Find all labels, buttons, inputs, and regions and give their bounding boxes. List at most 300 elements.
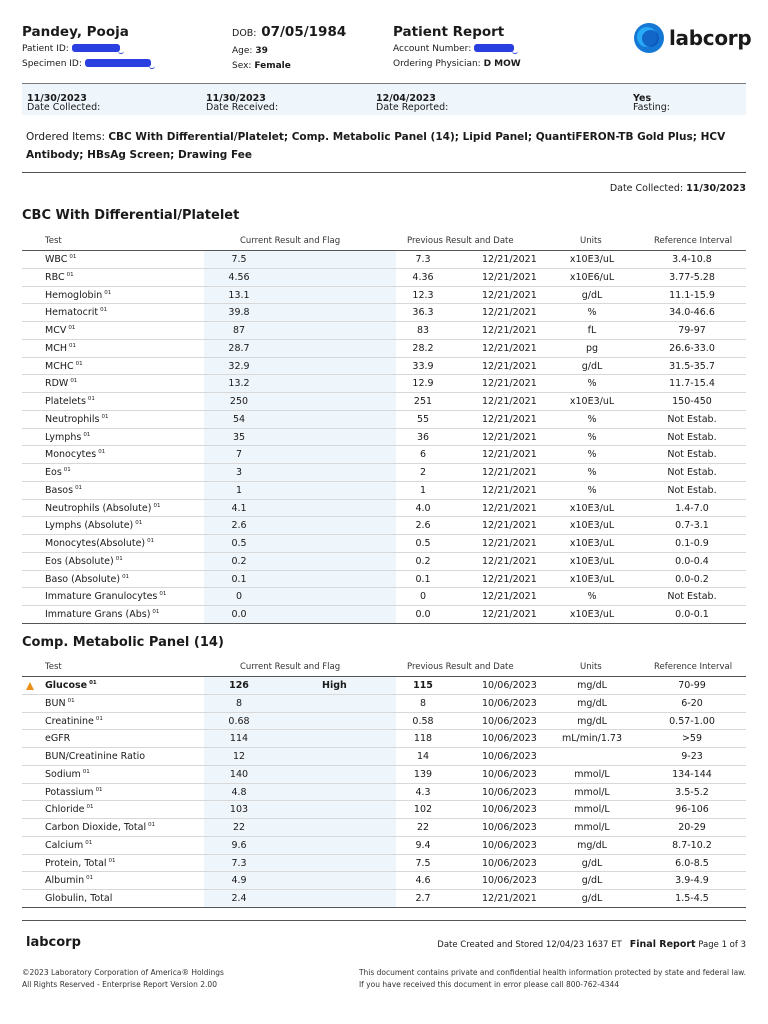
current-result: 35 — [232, 431, 246, 443]
test-footnote: 01 — [68, 325, 76, 331]
previous-result: 118 — [413, 733, 433, 745]
units: mmol/L — [574, 768, 610, 780]
previous-result: 4.36 — [412, 271, 434, 283]
current-result: 4.9 — [231, 875, 247, 887]
previous-date: 12/21/2021 — [482, 378, 537, 390]
reference-interval: 31.5-35.7 — [669, 360, 715, 372]
section-date-collected-label: Date Collected: — [609, 183, 684, 194]
table-row — [22, 321, 746, 339]
redacted-specimen-id — [85, 59, 151, 67]
table-row — [22, 800, 746, 818]
ordering-physician-value: D MOW — [483, 59, 521, 69]
reference-interval: 96-106 — [675, 804, 709, 816]
test-name — [45, 503, 160, 514]
test-name-text: Baso (Absolute) — [45, 573, 121, 585]
reference-interval: 34.0-46.6 — [669, 307, 715, 319]
fasting — [633, 93, 670, 113]
test-footnote: 01 — [83, 431, 91, 438]
previous-date: 12/21/2021 — [482, 484, 537, 496]
copyright-line-2: All Rights Reserved - Enterprise Report Version 2.00 — [22, 980, 217, 989]
test-name — [45, 591, 166, 602]
reference-interval: 3.4-10.8 — [672, 254, 712, 265]
current-result: 13.1 — [228, 289, 250, 301]
units: mmol/L — [574, 822, 610, 833]
age-row — [232, 44, 392, 59]
previous-date: 12/21/2021 — [482, 413, 537, 425]
test-name-text: Immature Grans (Abs) — [45, 609, 151, 621]
test-name — [45, 396, 95, 407]
test-footnote: 01 — [89, 680, 97, 686]
reference-interval: Not Estab. — [667, 413, 717, 425]
test-footnote: 01 — [75, 484, 83, 491]
previous-date: 12/21/2021 — [482, 325, 537, 336]
age-value: 39 — [255, 46, 268, 56]
ordered-items-list: CBC With Differential/Platelet; Comp. Metabolic Panel (14); Lipid Panel; QuantiFERON-TB Gold Plus; HCV Antibody; HBsAg Screen; Drawing Fee — [26, 131, 726, 161]
test-name-text: Hematocrit — [45, 307, 99, 319]
test-name — [45, 556, 123, 567]
date-received-label: Date Received: — [206, 102, 279, 113]
test-name-text: MCHC — [45, 360, 74, 372]
previous-date: 12/21/2021 — [482, 307, 537, 319]
test-name — [45, 875, 93, 886]
table-row — [22, 854, 746, 872]
previous-result: 14 — [416, 751, 430, 762]
reference-interval: 0.0-0.2 — [675, 573, 709, 585]
previous-result: 36 — [416, 431, 430, 443]
current-result: 4.8 — [231, 786, 247, 798]
units: % — [587, 591, 597, 603]
current-result: 0.2 — [231, 555, 247, 567]
table-row — [22, 765, 746, 783]
test-footnote: 01 — [82, 768, 90, 775]
test-name — [45, 520, 142, 531]
units: x10E3/uL — [569, 609, 615, 620]
previous-result: 4.6 — [415, 875, 431, 887]
previous-result: 0 — [419, 591, 427, 603]
previous-result: 33.9 — [412, 360, 434, 372]
divider — [22, 172, 746, 173]
current-result: 0.1 — [231, 573, 247, 585]
ordering-physician-label: Ordering Physician: — [393, 59, 481, 69]
test-footnote: 01 — [104, 289, 112, 296]
section-date-collected-value: 11/30/2023 — [686, 183, 746, 194]
reference-interval: 1.5-4.5 — [675, 893, 709, 904]
table-row — [22, 889, 746, 907]
test-name-text: MCV — [45, 325, 67, 337]
redacted-patient-id — [72, 44, 120, 52]
test-name-text: Neutrophils (Absolute) — [45, 502, 152, 514]
test-name — [45, 361, 83, 372]
previous-result: 2.7 — [415, 893, 431, 904]
units: fL — [587, 325, 597, 336]
test-footnote: 01 — [86, 804, 94, 811]
current-result: 28.7 — [228, 342, 250, 354]
previous-date: 12/21/2021 — [482, 467, 537, 478]
section-date-collected — [610, 183, 746, 194]
table-row — [22, 694, 746, 712]
table-bottom-rule — [22, 907, 746, 908]
test-name — [45, 751, 145, 762]
age-label: Age: — [232, 46, 253, 56]
account-number-label: Account Number: — [393, 44, 472, 54]
units: mg/dL — [577, 839, 607, 851]
test-name-text: Lymphs (Absolute) — [45, 520, 134, 532]
current-result: 0.5 — [231, 538, 247, 549]
test-name-text: Eos — [45, 467, 62, 479]
test-footnote: 01 — [95, 715, 103, 722]
footer-logo: labcorp — [26, 935, 81, 950]
dob-label: DOB: — [232, 28, 257, 39]
table-row — [22, 783, 746, 801]
test-name — [45, 822, 155, 833]
table-row — [22, 499, 746, 517]
specimen-id-row — [22, 57, 222, 72]
test-name — [45, 538, 154, 549]
patient-id-label: Patient ID: — [22, 44, 69, 54]
report-title: Patient Report — [393, 24, 505, 40]
table-row — [22, 481, 746, 499]
units: x10E6/uL — [569, 271, 615, 283]
current-result: 4.1 — [231, 502, 247, 514]
table-row — [22, 357, 746, 375]
test-name-text: MCH — [45, 342, 67, 354]
report-header — [22, 22, 752, 78]
current-result: 8 — [235, 697, 243, 709]
reference-interval: Not Estab. — [667, 591, 717, 603]
previous-date: 12/21/2021 — [482, 289, 537, 301]
col-test: Test — [45, 662, 62, 672]
specimen-id-label: Specimen ID: — [22, 59, 82, 69]
reference-interval: 134-144 — [672, 768, 712, 780]
test-footnote: 01 — [153, 502, 161, 509]
col-reference: Reference Interval — [654, 236, 733, 246]
current-result: 0 — [235, 591, 243, 603]
test-name-text: Sodium — [45, 768, 81, 780]
units: % — [587, 378, 597, 390]
test-name — [45, 378, 77, 389]
previous-result: 22 — [416, 822, 430, 833]
reference-interval: >59 — [681, 733, 703, 745]
previous-date: 12/21/2021 — [482, 254, 537, 265]
table-row — [22, 871, 746, 889]
test-name-text: Basos — [45, 484, 74, 496]
previous-result: 4.3 — [415, 786, 431, 798]
current-result: 7.3 — [231, 857, 247, 869]
previous-date: 10/06/2023 — [482, 768, 537, 780]
date-reported-label: Date Reported: — [376, 102, 449, 113]
reference-interval: 3.5-5.2 — [675, 786, 709, 798]
test-name — [45, 680, 97, 691]
test-name-text: Potassium — [45, 786, 94, 798]
units: % — [587, 431, 597, 443]
units: x10E3/uL — [569, 573, 615, 585]
current-result: 126 — [229, 680, 249, 691]
test-name-text: Lymphs — [45, 431, 82, 443]
current-result: 7.5 — [231, 254, 247, 265]
units: % — [587, 484, 597, 496]
table-row — [22, 676, 746, 694]
units: mL/min/1.73 — [561, 733, 622, 745]
reference-interval: 0.0-0.1 — [675, 609, 709, 620]
reference-interval: 0.7-3.1 — [675, 520, 709, 532]
copyright-line-1: ©2023 Laboratory Corporation of America® Holdings — [22, 968, 224, 977]
test-footnote: 01 — [101, 413, 109, 420]
cmp-section-title: Comp. Metabolic Panel (14) — [22, 635, 224, 650]
table-row — [22, 516, 746, 534]
test-name-text: RDW — [45, 378, 69, 390]
test-footnote: 01 — [70, 378, 78, 385]
previous-result: 139 — [413, 768, 433, 780]
units: x10E3/uL — [569, 520, 615, 532]
previous-date: 10/06/2023 — [482, 751, 537, 762]
previous-date: 12/21/2021 — [482, 591, 537, 603]
current-result: 250 — [229, 396, 249, 407]
date-received-value: 11/30/2023 — [206, 93, 266, 104]
previous-date: 10/06/2023 — [482, 822, 537, 833]
units: x10E3/uL — [569, 555, 615, 567]
units: mmol/L — [574, 804, 610, 816]
col-units: Units — [580, 236, 602, 246]
previous-result: 0.58 — [412, 715, 434, 727]
table-header — [22, 658, 746, 676]
report-footer — [22, 920, 746, 989]
test-footnote: 01 — [108, 857, 116, 864]
test-footnote: 01 — [66, 271, 74, 278]
col-current: Current Result and Flag — [240, 662, 341, 672]
dob-row — [232, 22, 392, 44]
cbc-results-table — [22, 232, 746, 624]
reference-interval: 3.9-4.9 — [675, 875, 709, 887]
col-previous: Previous Result and Date — [407, 662, 514, 672]
test-footnote: 01 — [115, 555, 123, 562]
reference-interval: 11.7-15.4 — [669, 378, 715, 390]
previous-result: 7.5 — [415, 857, 431, 869]
previous-date: 10/06/2023 — [482, 875, 537, 887]
table-row — [22, 286, 746, 304]
test-name-text: Calcium — [45, 839, 84, 851]
table-row — [22, 392, 746, 410]
previous-result: 0.1 — [415, 573, 431, 585]
units: x10E3/uL — [569, 502, 615, 514]
current-result: 13.2 — [228, 378, 250, 390]
reference-interval: 70-99 — [678, 680, 706, 691]
table-row — [22, 587, 746, 605]
table-row — [22, 605, 746, 623]
col-current: Current Result and Flag — [240, 236, 341, 246]
previous-result: 6 — [419, 449, 427, 461]
test-name-text: Protein, Total — [45, 857, 107, 869]
warning-triangle-icon — [26, 682, 34, 690]
units: x10E3/uL — [569, 538, 615, 549]
previous-date: 10/06/2023 — [482, 857, 537, 869]
sex-label: Sex: — [232, 61, 252, 71]
test-footnote: 01 — [68, 342, 76, 349]
table-row — [22, 712, 746, 730]
previous-result: 0.0 — [415, 609, 431, 620]
previous-date: 12/21/2021 — [482, 538, 537, 549]
table-row — [22, 339, 746, 357]
dates-bar — [22, 83, 746, 115]
units: g/dL — [581, 857, 603, 869]
test-name — [45, 290, 111, 301]
reference-interval: 150-450 — [672, 396, 712, 407]
previous-result: 36.3 — [412, 307, 434, 319]
previous-result: 4.0 — [415, 502, 431, 514]
labcorp-logo-icon — [634, 23, 664, 53]
test-name-text: Carbon Dioxide, Total — [45, 822, 147, 834]
previous-result: 12.9 — [412, 378, 434, 390]
test-footnote: 01 — [87, 396, 95, 402]
test-name-text: Hemoglobin — [45, 289, 103, 301]
test-name — [45, 804, 94, 815]
ordered-items-label: Ordered Items: — [26, 131, 105, 143]
date-collected-label: Date Collected: — [27, 102, 101, 113]
labcorp-logo-text: labcorp — [669, 26, 752, 50]
units: g/dL — [581, 893, 603, 904]
previous-date: 10/06/2023 — [482, 715, 537, 727]
reference-interval: 1.4-7.0 — [675, 502, 709, 514]
previous-date: 12/21/2021 — [482, 360, 537, 372]
current-result: 0.68 — [228, 715, 250, 727]
result-flag: High — [322, 680, 347, 691]
test-name — [45, 769, 90, 780]
test-name — [45, 432, 90, 443]
previous-result: 12.3 — [412, 289, 434, 301]
patient-id-row — [22, 42, 222, 57]
test-name-text: Creatinine — [45, 715, 94, 727]
fasting-value: Yes — [633, 93, 652, 104]
reference-interval: 6.0-8.5 — [675, 857, 709, 869]
test-name — [45, 467, 71, 478]
test-name — [45, 893, 112, 904]
table-row — [22, 463, 746, 481]
current-result: 2.6 — [231, 520, 247, 532]
current-result: 12 — [232, 751, 246, 762]
units: mg/dL — [577, 680, 607, 691]
previous-result: 28.2 — [412, 342, 434, 354]
reference-interval: 20-29 — [678, 822, 706, 833]
col-reference: Reference Interval — [654, 662, 733, 672]
table-row — [22, 818, 746, 836]
table-row — [22, 836, 746, 854]
test-name — [45, 733, 70, 744]
reference-interval: Not Estab. — [667, 431, 717, 443]
table-row — [22, 303, 746, 321]
units: mg/dL — [577, 697, 607, 709]
test-name — [45, 787, 103, 798]
previous-date: 12/21/2021 — [482, 396, 537, 407]
date-received — [206, 93, 279, 113]
test-name-text: Glucose — [45, 680, 88, 692]
current-result: 3 — [235, 467, 243, 478]
current-result: 0.0 — [231, 609, 247, 620]
test-footnote: 01 — [98, 449, 106, 456]
previous-result: 115 — [413, 680, 433, 691]
col-units: Units — [580, 662, 602, 672]
table-row — [22, 410, 746, 428]
date-collected-value: 11/30/2023 — [27, 93, 87, 104]
test-name-text: WBC — [45, 254, 68, 266]
previous-date: 10/06/2023 — [482, 839, 537, 851]
test-name — [45, 574, 129, 585]
current-result: 114 — [229, 733, 249, 745]
notice-line-2: If you have received this document in error please call 800-762-4344 — [358, 980, 620, 989]
previous-result: 9.4 — [415, 839, 431, 851]
sex-row — [232, 59, 392, 74]
previous-date: 10/06/2023 — [482, 680, 537, 691]
page-number: Page 1 of 3 — [698, 940, 746, 950]
test-name-text: Eos (Absolute) — [45, 555, 114, 567]
previous-result: 251 — [413, 396, 433, 407]
test-footnote: 01 — [95, 786, 103, 793]
notice-line-1: This document contains private and confidential health information protected by state and federal law. — [358, 968, 746, 977]
cmp-results-table — [22, 658, 746, 908]
test-name — [45, 272, 74, 283]
table-header — [22, 232, 746, 250]
test-name — [45, 858, 116, 869]
test-name — [45, 698, 75, 709]
reference-interval: 0.0-0.4 — [675, 555, 709, 567]
cbc-section-title: CBC With Differential/Platelet — [22, 208, 240, 223]
previous-date: 12/21/2021 — [482, 271, 537, 283]
final-report-label: Final Report — [629, 939, 696, 950]
table-row — [22, 570, 746, 588]
previous-result: 55 — [416, 413, 430, 425]
demographics-block — [232, 22, 392, 74]
test-footnote: 01 — [69, 254, 77, 260]
labcorp-logo — [634, 22, 752, 56]
test-name — [45, 840, 92, 851]
test-name-text: Globulin, Total — [45, 893, 113, 904]
dob-value: 07/05/1984 — [261, 24, 347, 40]
table-row — [22, 445, 746, 463]
reference-interval: 0.1-0.9 — [675, 538, 709, 549]
previous-result: 8 — [419, 697, 427, 709]
previous-date: 10/06/2023 — [482, 697, 537, 709]
previous-date: 12/21/2021 — [482, 449, 537, 461]
current-result: 103 — [229, 804, 249, 816]
previous-date: 12/21/2021 — [482, 609, 537, 620]
table-row — [22, 250, 746, 268]
ordering-physician-row — [393, 57, 593, 72]
previous-date: 10/06/2023 — [482, 786, 537, 798]
test-footnote: 01 — [122, 573, 130, 580]
test-name-text: eGFR — [45, 733, 71, 745]
test-name-text: BUN — [45, 697, 66, 709]
units: % — [587, 307, 597, 319]
test-footnote: 01 — [86, 875, 94, 882]
test-name — [45, 716, 103, 727]
test-name — [45, 325, 75, 336]
current-result: 87 — [232, 325, 246, 336]
units: % — [587, 467, 597, 478]
reference-interval: Not Estab. — [667, 467, 717, 478]
copyright — [22, 967, 224, 991]
reference-interval: 11.1-15.9 — [669, 289, 715, 301]
previous-date: 12/21/2021 — [482, 893, 537, 904]
created-label: Date Created and Stored — [437, 940, 544, 950]
report-info-block — [393, 22, 593, 72]
patient-name: Pandey, Pooja — [22, 24, 129, 40]
previous-result: 102 — [413, 804, 433, 816]
units: pg — [585, 342, 599, 354]
test-name-text: Chloride — [45, 804, 85, 816]
footer-meta — [437, 939, 746, 950]
test-footnote: 01 — [63, 467, 71, 473]
redacted-account-number — [474, 44, 514, 52]
units: mg/dL — [577, 715, 607, 727]
test-name-text: BUN/Creatinine Ratio — [45, 751, 146, 762]
